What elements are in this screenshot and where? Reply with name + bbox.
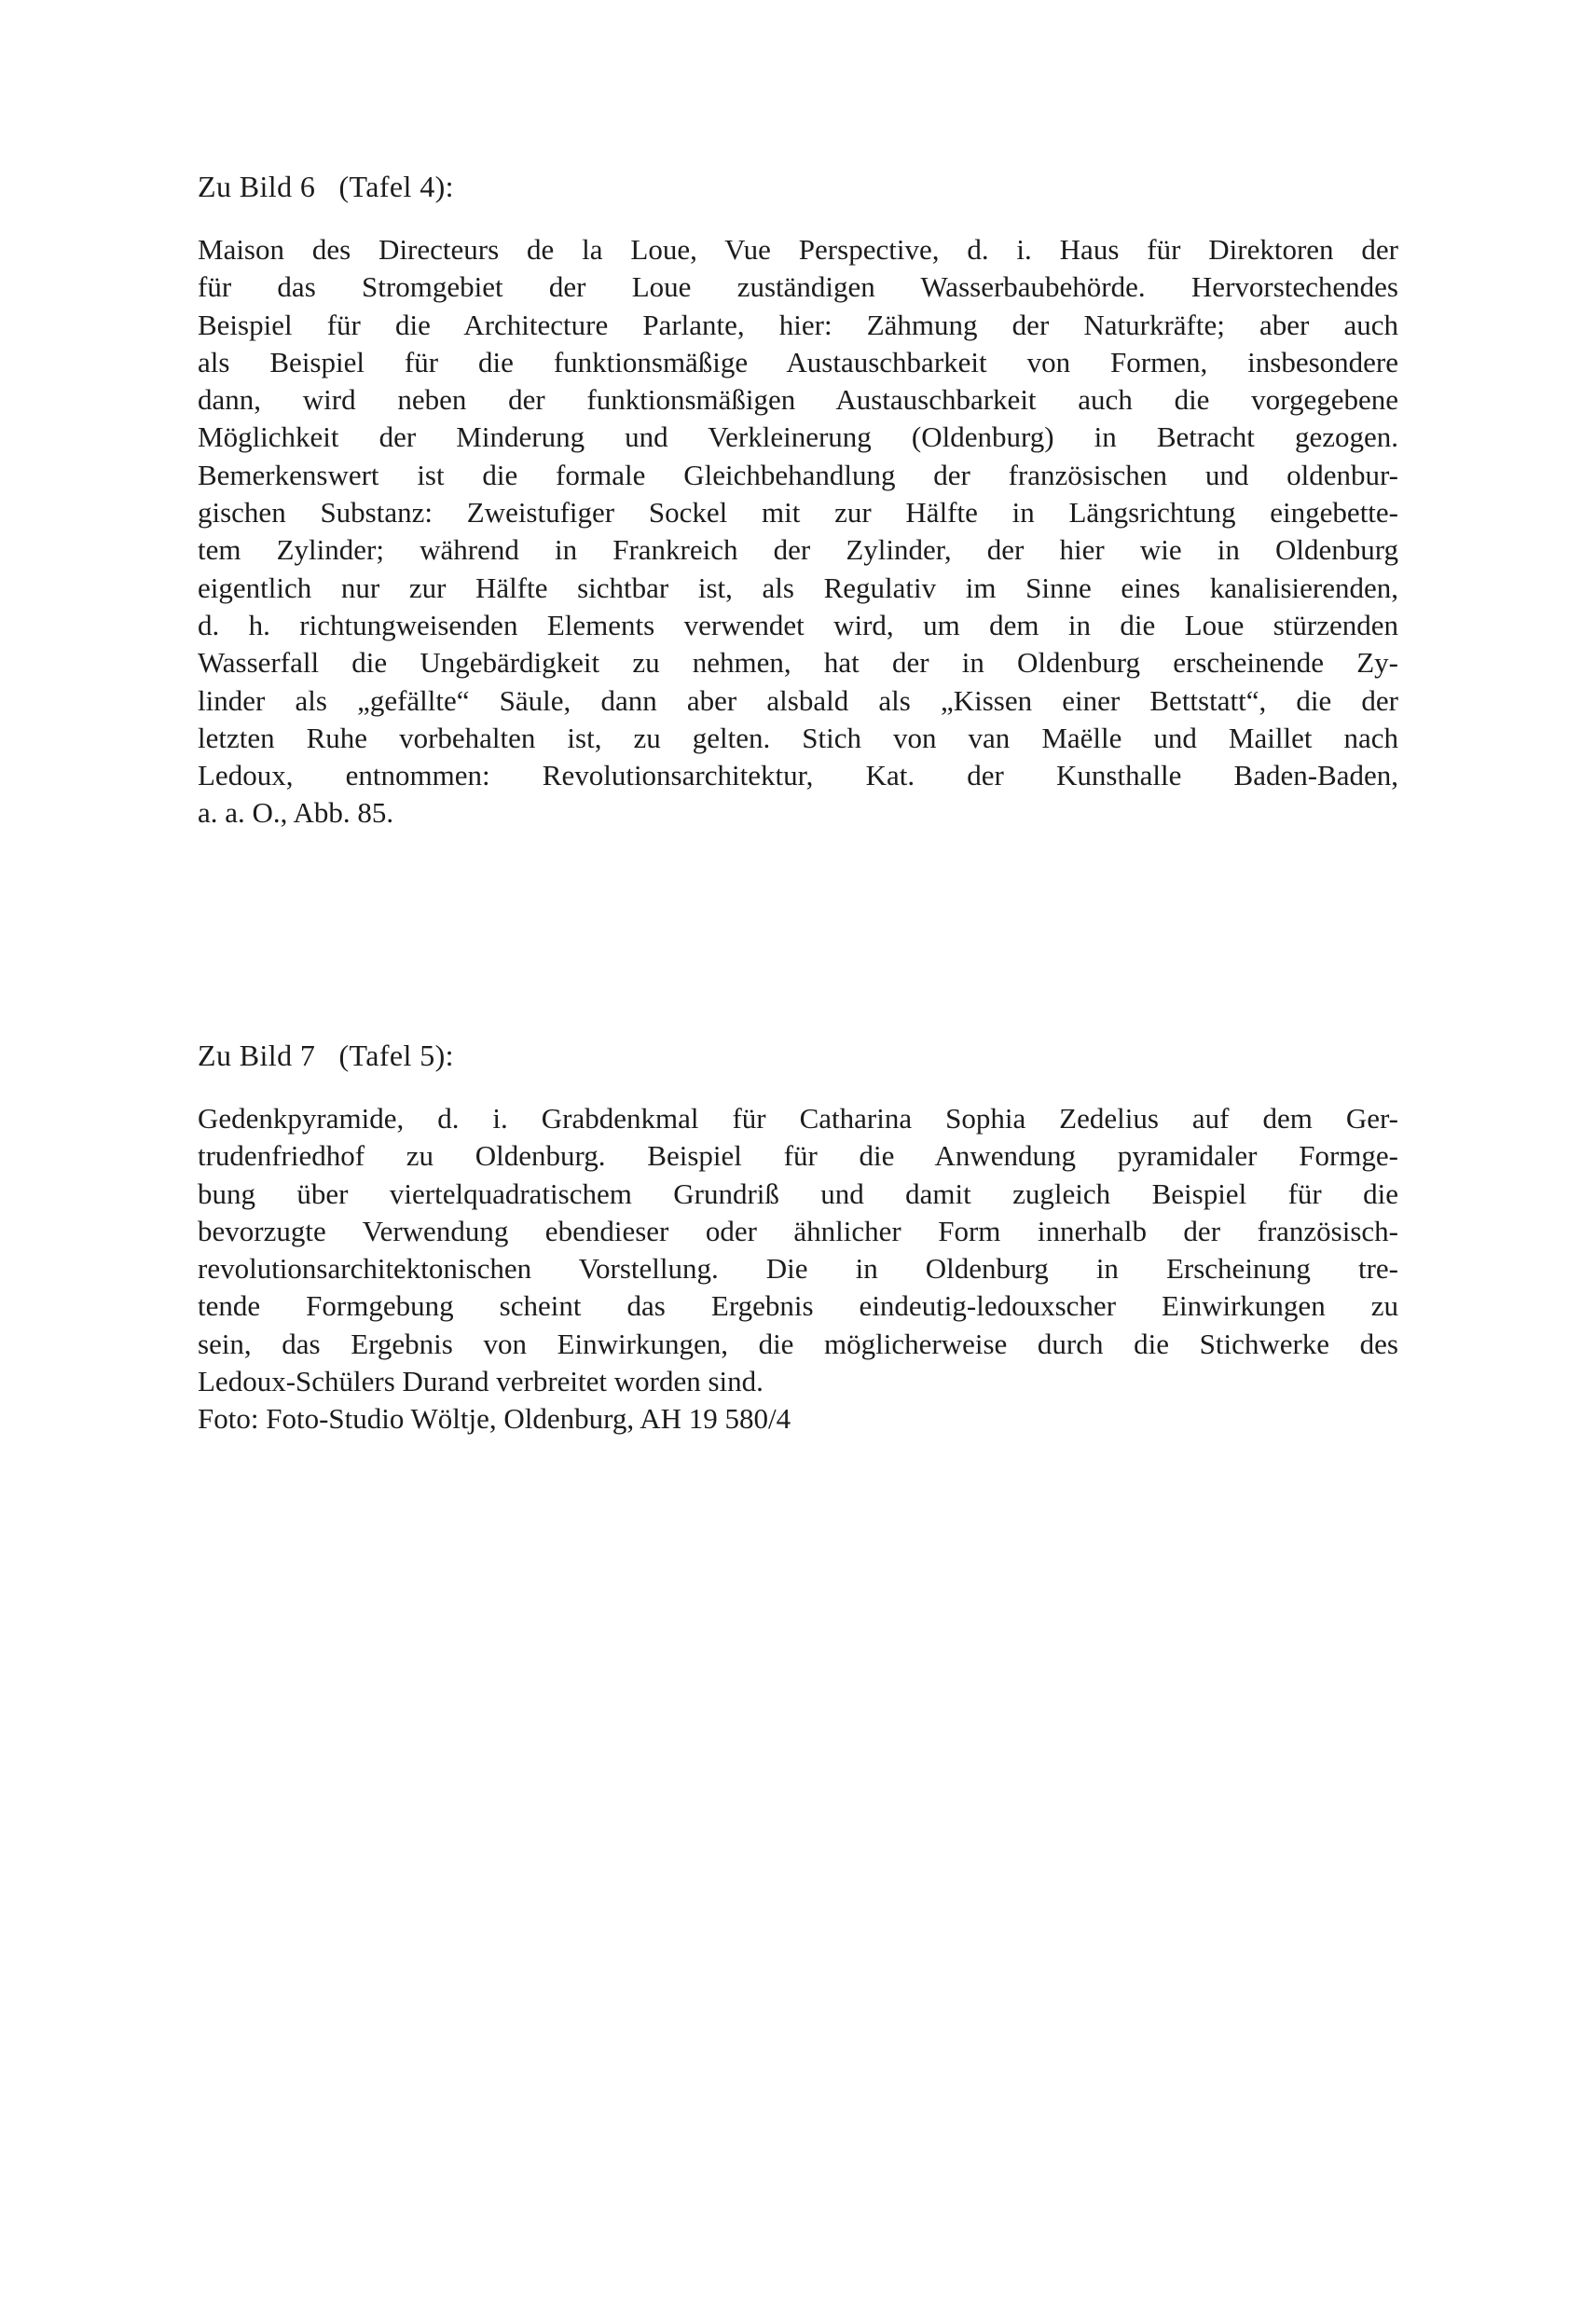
paragraph-line: dann, wird neben der funktionsmäßigen Austauschbarkeit auch die vorgegebene bbox=[198, 383, 1398, 417]
photo-credit: Foto: Foto-Studio Wöltje, Oldenburg, AH 19 580/4 bbox=[198, 1402, 791, 1436]
paragraph-line: d. h. richtungweisenden Elements verwendet wird, um dem in die Loue stürzenden bbox=[198, 608, 1398, 641]
paragraph-line: Bemerkenswert ist die formale Gleichbehandlung der französischen und oldenbur- bbox=[198, 458, 1398, 491]
caption-section-bild-6 bbox=[198, 168, 1398, 833]
paragraph-line: Beispiel für die Architecture Parlante, hier: Zähmung der Naturkräfte; aber auch bbox=[198, 308, 1398, 341]
paragraph-line: Wasserfall die Ungebärdigkeit zu nehmen, hat der in Oldenburg erscheinende Zy- bbox=[198, 646, 1398, 680]
caption-heading: Zu Bild 6 (Tafel 4): bbox=[198, 170, 454, 203]
caption-paragraph bbox=[198, 1100, 1398, 1438]
caption-paragraph bbox=[198, 231, 1398, 833]
paragraph-line: linder als „gefällte“ Säule, dann aber alsbald als „Kissen einer Bettstatt“, die der bbox=[198, 683, 1398, 717]
paragraph-line: a. a. O., Abb. 85. bbox=[198, 796, 394, 830]
paragraph-line: Gedenkpyramide, d. i. Grabdenkmal für Catharina Sophia Zedelius auf dem Ger- bbox=[198, 1102, 1398, 1135]
paragraph-line: tem Zylinder; während in Frankreich der Zylinder, der hier wie in Oldenburg bbox=[198, 533, 1398, 567]
paragraph-line: tende Formgebung scheint das Ergebnis eindeutig-ledouxscher Einwirkungen zu bbox=[198, 1289, 1398, 1323]
paragraph-line: gischen Substanz: Zweistufiger Sockel mit zur Hälfte in Längsrichtung eingebette- bbox=[198, 496, 1398, 530]
paragraph-line: trudenfriedhof zu Oldenburg. Beispiel für die Anwendung pyramidaler Formge- bbox=[198, 1139, 1398, 1173]
paragraph-line: bung über viertelquadratischem Grundriß und damit zugleich Beispiel für die bbox=[198, 1177, 1398, 1210]
paragraph-line: sein, das Ergebnis von Einwirkungen, die möglicherweise durch die Stichwerke des bbox=[198, 1327, 1398, 1360]
paragraph-line: Ledoux-Schülers Durand verbreitet worden sind. bbox=[198, 1365, 764, 1398]
paragraph-line: letzten Ruhe vorbehalten ist, zu gelten. Stich von van Maëlle und Maillet nach bbox=[198, 721, 1398, 754]
paragraph-line: revolutionsarchitektonischen Vorstellung. Die in Oldenburg in Erscheinung tre- bbox=[198, 1252, 1398, 1286]
caption-heading: Zu Bild 7 (Tafel 5): bbox=[198, 1039, 454, 1072]
paragraph-line: als Beispiel für die funktionsmäßige Austauschbarkeit von Formen, insbesondere bbox=[198, 345, 1398, 378]
paragraph-line: eigentlich nur zur Hälfte sichtbar ist, als Regulativ im Sinne eines kanalisierenden, bbox=[198, 571, 1398, 604]
paragraph-line: Maison des Directeurs de la Loue, Vue Perspective, d. i. Haus für Direktoren der bbox=[198, 233, 1398, 266]
caption-section-bild-7 bbox=[198, 1037, 1398, 1438]
paragraph-line: Ledoux, entnommen: Revolutionsarchitektur, Kat. der Kunsthalle Baden-Baden, bbox=[198, 759, 1398, 792]
paragraph-line: Möglichkeit der Minderung und Verkleinerung (Oldenburg) in Betracht gezogen. bbox=[198, 420, 1398, 454]
paragraph-line: für das Stromgebiet der Loue zuständigen Wasserbaubehörde. Hervorstechendes bbox=[198, 270, 1398, 304]
paragraph-line: bevorzugte Verwendung ebendieser oder ähnlicher Form innerhalb der französisch- bbox=[198, 1214, 1398, 1247]
